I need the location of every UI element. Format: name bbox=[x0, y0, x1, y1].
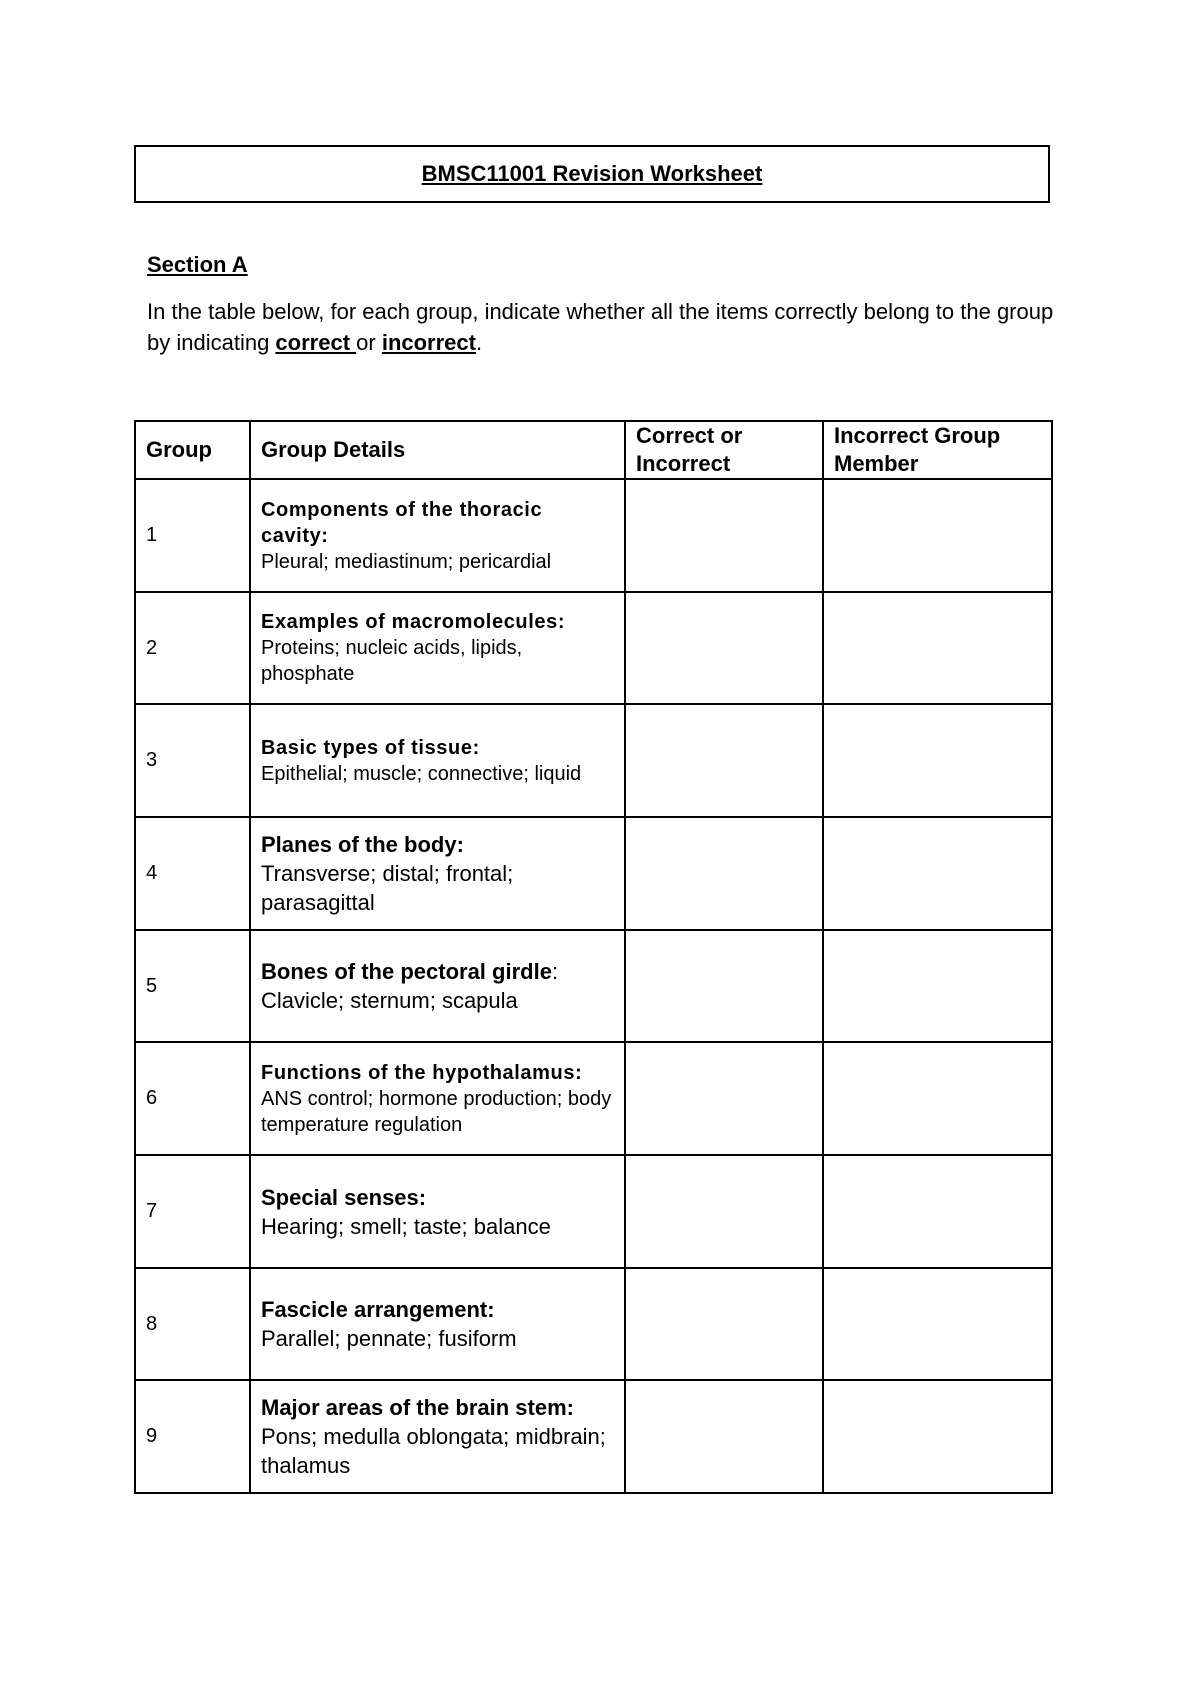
table-header-row bbox=[135, 421, 1052, 479]
group-details bbox=[250, 479, 625, 592]
table-row bbox=[135, 1380, 1052, 1493]
group-heading: Bones of the pectoral girdle bbox=[261, 959, 552, 984]
group-table bbox=[134, 420, 1053, 1494]
table-row bbox=[135, 817, 1052, 930]
group-details bbox=[250, 1268, 625, 1380]
group-number: 1 bbox=[135, 479, 250, 592]
group-heading: Basic types of tissue: bbox=[261, 736, 480, 759]
group-items: Hearing; smell; taste; balance bbox=[261, 1213, 551, 1239]
group-heading: Special senses: bbox=[261, 1184, 427, 1210]
incorrect-member-cell[interactable] bbox=[823, 1268, 1052, 1380]
table-row bbox=[135, 1042, 1052, 1155]
incorrect-member-cell[interactable] bbox=[823, 817, 1052, 930]
instructions-end: . bbox=[475, 330, 483, 355]
group-number: 8 bbox=[135, 1268, 250, 1380]
table-row bbox=[135, 592, 1052, 704]
correct-or-incorrect-cell[interactable] bbox=[625, 592, 823, 704]
group-items: Transverse; distal; frontal; parasagittal bbox=[261, 861, 514, 915]
group-details bbox=[250, 1380, 625, 1493]
keyword-correct: correct bbox=[275, 330, 357, 355]
group-items: Epithelial; muscle; connective; liquid bbox=[261, 762, 582, 785]
group-details bbox=[250, 1155, 625, 1268]
table-row bbox=[135, 1268, 1052, 1380]
table-row bbox=[135, 479, 1052, 592]
group-heading: Major areas of the brain stem: bbox=[261, 1395, 574, 1420]
incorrect-member-cell[interactable] bbox=[823, 592, 1052, 704]
group-heading: Components of the thoracic cavity: bbox=[261, 498, 543, 547]
correct-or-incorrect-cell[interactable] bbox=[625, 817, 823, 930]
keyword-incorrect: incorrect bbox=[381, 330, 476, 355]
correct-or-incorrect-cell[interactable] bbox=[625, 1380, 823, 1493]
incorrect-member-cell[interactable] bbox=[823, 479, 1052, 592]
incorrect-member-cell[interactable] bbox=[823, 1155, 1052, 1268]
incorrect-member-cell[interactable] bbox=[823, 704, 1052, 817]
group-details bbox=[250, 930, 625, 1042]
correct-or-incorrect-cell[interactable] bbox=[625, 1042, 823, 1155]
group-details bbox=[250, 817, 625, 930]
incorrect-member-cell[interactable] bbox=[823, 1042, 1052, 1155]
group-number: 4 bbox=[135, 817, 250, 930]
group-heading-suffix: : bbox=[551, 959, 559, 984]
instructions bbox=[147, 296, 1057, 358]
group-items: Parallel; pennate; fusiform bbox=[261, 1326, 517, 1351]
correct-or-incorrect-cell[interactable] bbox=[625, 1155, 823, 1268]
worksheet-title: BMSC11001 Revision Worksheet bbox=[421, 161, 763, 186]
section-heading: Section A bbox=[147, 252, 248, 277]
group-items: ANS control; hormone production; body temperature regulation bbox=[261, 1087, 612, 1136]
group-number: 6 bbox=[135, 1042, 250, 1155]
group-heading: Functions of the hypothalamus: bbox=[261, 1061, 583, 1084]
table-row bbox=[135, 930, 1052, 1042]
incorrect-member-cell[interactable] bbox=[823, 930, 1052, 1042]
header-incorrect-group-member: Incorrect Group Member bbox=[823, 421, 1052, 479]
group-heading-line bbox=[261, 957, 614, 986]
table-row bbox=[135, 1155, 1052, 1268]
group-details bbox=[250, 704, 625, 817]
group-heading: Fascicle arrangement: bbox=[261, 1297, 495, 1322]
group-number: 9 bbox=[135, 1380, 250, 1493]
correct-or-incorrect-cell[interactable] bbox=[625, 704, 823, 817]
group-heading: Examples of macromolecules: bbox=[261, 611, 566, 633]
instructions-text: In the table below, for each group, indicate whether all the items correctly belong to the group by indicating bbox=[147, 299, 1054, 355]
group-items: Clavicle; sternum; scapula bbox=[261, 988, 518, 1013]
header-group-details: Group Details bbox=[250, 421, 625, 479]
title-box bbox=[134, 145, 1050, 203]
group-number: 7 bbox=[135, 1155, 250, 1268]
group-number: 3 bbox=[135, 704, 250, 817]
group-items: Pons; medulla oblongata; midbrain; thalamus bbox=[261, 1424, 606, 1478]
correct-or-incorrect-cell[interactable] bbox=[625, 1268, 823, 1380]
group-number: 2 bbox=[135, 592, 250, 704]
group-items: Proteins; nucleic acids, lipids, phosphate bbox=[261, 637, 523, 685]
group-details bbox=[250, 1042, 625, 1155]
group-heading: Planes of the body: bbox=[261, 832, 464, 857]
group-items: Pleural; mediastinum; pericardial bbox=[261, 550, 552, 573]
group-number: 5 bbox=[135, 930, 250, 1042]
table-row bbox=[135, 704, 1052, 817]
correct-or-incorrect-cell[interactable] bbox=[625, 479, 823, 592]
instructions-or: or bbox=[356, 330, 382, 355]
header-group: Group bbox=[135, 421, 250, 479]
header-correct-or-incorrect: Correct or Incorrect bbox=[625, 421, 823, 479]
group-details bbox=[250, 592, 625, 704]
correct-or-incorrect-cell[interactable] bbox=[625, 930, 823, 1042]
incorrect-member-cell[interactable] bbox=[823, 1380, 1052, 1493]
